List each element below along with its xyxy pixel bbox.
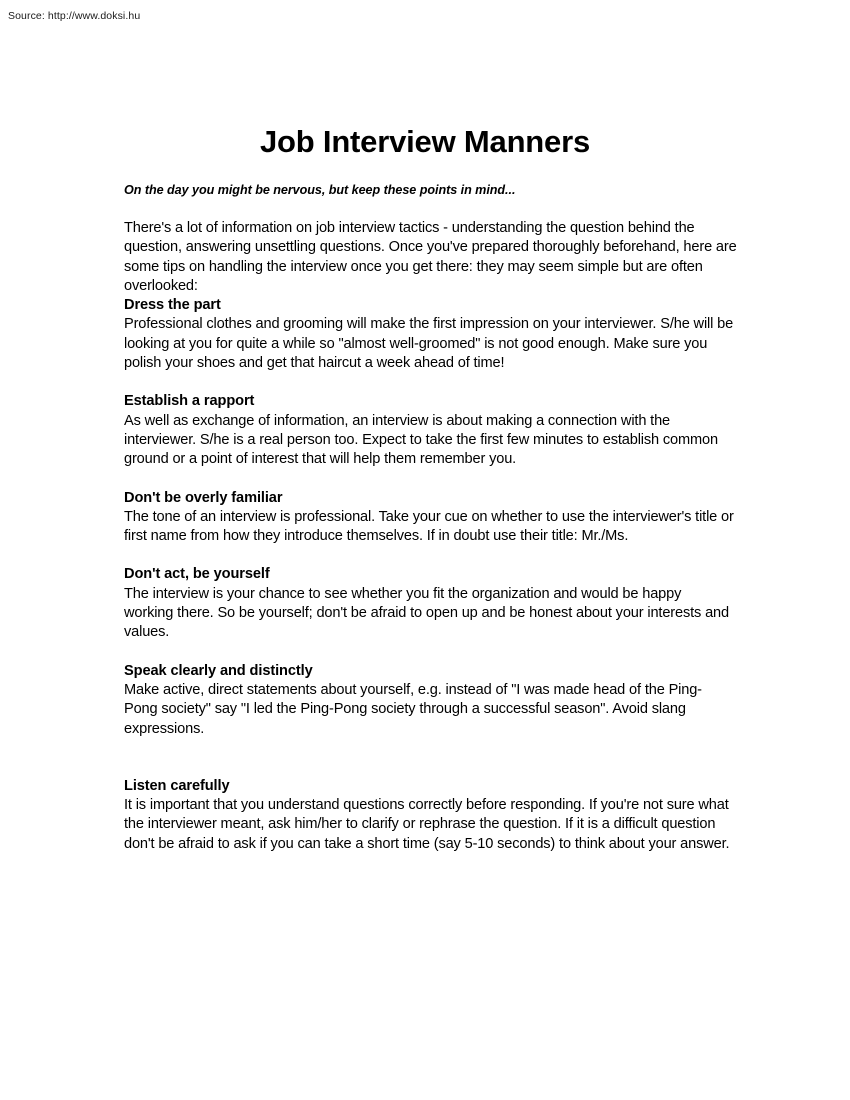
section-heading: Listen carefully: [124, 777, 230, 794]
section-body: It is important that you understand questions correctly before responding. If you're not sure what the interviewer meant, ask him/her to clarify or rephrase the question. If it is a difficult question don't be afraid to ask if you can take a short time (say 5-10 seconds) to think about your answer.: [124, 797, 730, 852]
section-dont-act-be-yourself: [124, 565, 734, 642]
document-lede: On the day you might be nervous, but keep these points in mind...: [124, 183, 516, 197]
section-body: The tone of an interview is professional. Take your cue on whether to use the interviewer's title or first name from how they introduce themselves. If in doubt use their title: Mr./Ms.: [124, 508, 734, 545]
section-heading: Dress the part: [124, 297, 221, 314]
section-body: As well as exchange of information, an interview is about making a connection with the interviewer. S/he is a real person too. Expect to take the first few minutes to establish common ground or a point of interest that will help them remember you.: [124, 412, 718, 468]
page-title: Job Interview Manners: [259, 123, 590, 159]
section-heading: Speak clearly and distinctly: [124, 662, 313, 679]
section-body: Make active, direct statements about yourself, e.g. instead of "I was made head of the Ping-Pong society" say "I led the Ping-Pong society through a successful season". Avoid slang expressions.: [124, 681, 702, 737]
section-establish-a-rapport: [124, 392, 734, 469]
section-heading: Establish a rapport: [124, 393, 255, 410]
section-speak-clearly-and-distinctly: [124, 662, 734, 739]
document-body: [124, 182, 737, 873]
section-dress-the-part: [124, 296, 734, 373]
section-dont-be-overly-familiar: [124, 489, 734, 547]
section-heading: Don't act, be yourself: [124, 566, 270, 583]
section-body: Professional clothes and grooming will make the first impression on your interviewer. S/he will be looking at you for quite a while so "almost well-groomed" is not good enough. Make sure you polish your shoes and get that haircut a week ahead of time!: [124, 316, 734, 372]
section-listen-carefully: [124, 777, 734, 854]
source-attribution: Source: http://www.doksi.hu: [8, 10, 141, 22]
section-heading: Don't be overly familiar: [124, 489, 283, 506]
section-body: The interview is your chance to see whether you fit the organization and would be happy working there. So be yourself; don't be afraid to open up and be honest about your interests and values.: [124, 585, 729, 641]
intro-paragraph: There's a lot of information on job interview tactics - understanding the question behind the question, answering unsettling questions. Once you've prepared thoroughly beforehand, here are some tips on handling the interview once you get there: they may seem simple but are often overlooked:: [124, 220, 737, 294]
